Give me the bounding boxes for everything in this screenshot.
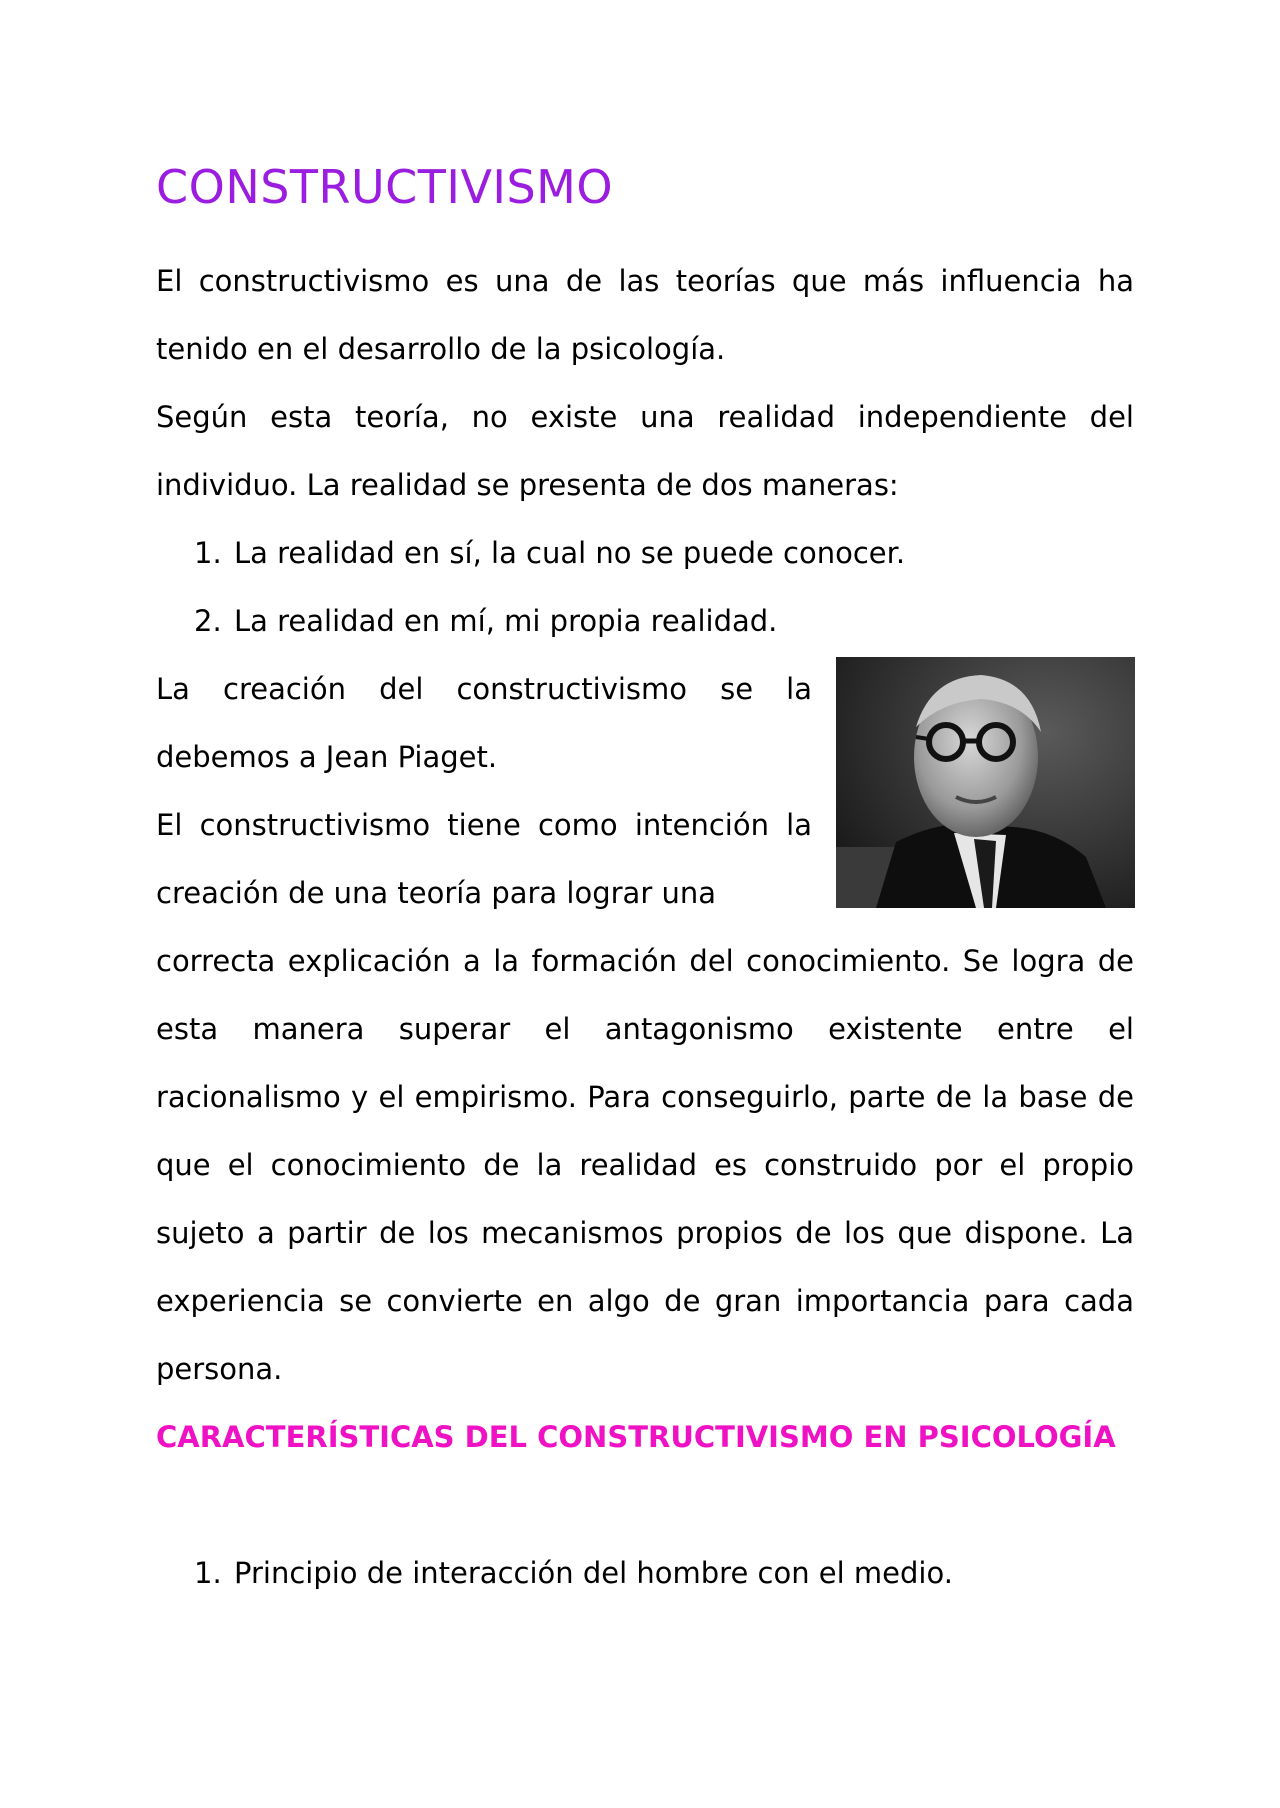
list-item-number: 1. <box>194 1556 222 1590</box>
theory-paragraph: Según esta teoría, no existe una realidad independiente del individuo. La realidad se presenta de dos maneras: <box>156 400 1134 502</box>
piaget-paragraph: La creación del constructivismo se la debemos a Jean Piaget. <box>156 672 812 774</box>
list-item-text: La realidad en mí, mi propia realidad. <box>234 604 778 638</box>
list-item-text: Principio de interacción del hombre con el medio. <box>234 1556 953 1590</box>
list-item-number: 2. <box>194 604 222 638</box>
page-title: CONSTRUCTIVISMO <box>156 160 614 214</box>
section-heading: CARACTERÍSTICAS DEL CONSTRUCTIVISMO EN PSICOLOGÍA <box>156 1420 1116 1454</box>
jean-piaget-photo <box>836 657 1135 908</box>
intention-paragraph: El constructivismo tiene como intención la creación de una teoría para lograr una <box>156 808 812 910</box>
caracteristicas-list <box>194 1539 953 1607</box>
intro-paragraph: El constructivismo es una de las teorías que más influencia ha tenido en el desarrollo de la psicología. <box>156 264 1134 366</box>
knowledge-paragraph: correcta explicación a la formación del conocimiento. Se logra de esta manera superar el antagonismo existente entre el racionalismo y el empirismo. Para conseguirlo, parte de la base de que el conocimiento de la realidad es construido por el propio sujeto a partir de los mecanismos propios de los que dispone. La experiencia se convierte en algo de gran importancia para cada persona. <box>156 944 1134 1386</box>
list-item <box>194 587 905 655</box>
list-item-text: La realidad en sí, la cual no se puede conocer. <box>234 536 906 570</box>
list-item-number: 1. <box>194 536 222 570</box>
realidad-list <box>194 519 905 655</box>
list-item <box>194 519 905 587</box>
list-item <box>194 1539 953 1607</box>
